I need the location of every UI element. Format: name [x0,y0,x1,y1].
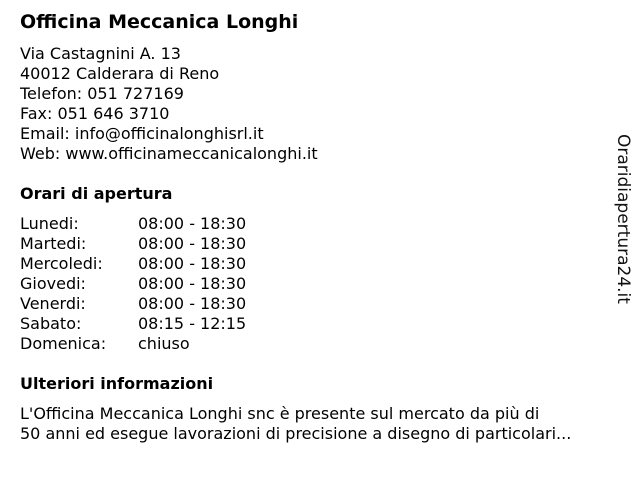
time-value: 08:00 - 18:30 [138,234,247,253]
more-info-line: 50 anni ed esegue lavorazioni di precisione a disegno di particolari... [20,424,572,443]
site-watermark [612,134,636,310]
day-label: Mercoledi: [20,254,103,273]
time-value: chiuso [138,334,190,353]
day-label: Venerdi: [20,294,86,313]
fax-number: Fax: 051 646 3710 [20,104,170,123]
day-label: Martedi: [20,234,87,253]
more-info-line: L'Officina Meccanica Longhi snc è presente sul mercato da più di [20,404,540,423]
day-label: Sabato: [20,314,82,333]
time-value: 08:00 - 18:30 [138,274,247,293]
hours-row-monday [20,214,320,234]
phone-number: Telefon: 051 727169 [20,84,184,103]
opening-hours-table [20,214,320,354]
hours-row-thursday [20,274,320,294]
street-address: Via Castagnini A. 13 [20,44,181,63]
day-label: Lunedi: [20,214,79,233]
hours-row-sunday [20,334,320,354]
site-watermark-text: Oraridiapertura24.it [613,134,633,304]
hours-row-friday [20,294,320,314]
hours-row-saturday [20,314,320,334]
time-value: 08:00 - 18:30 [138,294,247,313]
website-address: Web: www.officinameccanicalonghi.it [20,144,318,163]
city-address: 40012 Calderara di Reno [20,64,220,83]
time-value: 08:15 - 12:15 [138,314,247,333]
more-info-heading: Ulteriori informazioni [20,374,214,393]
day-label: Giovedi: [20,274,86,293]
more-info-text [20,404,620,444]
email-address: Email: info@officinalonghisrl.it [20,124,264,143]
time-value: 08:00 - 18:30 [138,214,247,233]
day-label: Domenica: [20,334,107,353]
contact-block [20,44,318,164]
hours-row-tuesday [20,234,320,254]
business-name: Officina Meccanica Longhi [20,11,299,33]
time-value: 08:00 - 18:30 [138,254,247,273]
opening-hours-heading: Orari di apertura [20,184,173,203]
hours-row-wednesday [20,254,320,274]
